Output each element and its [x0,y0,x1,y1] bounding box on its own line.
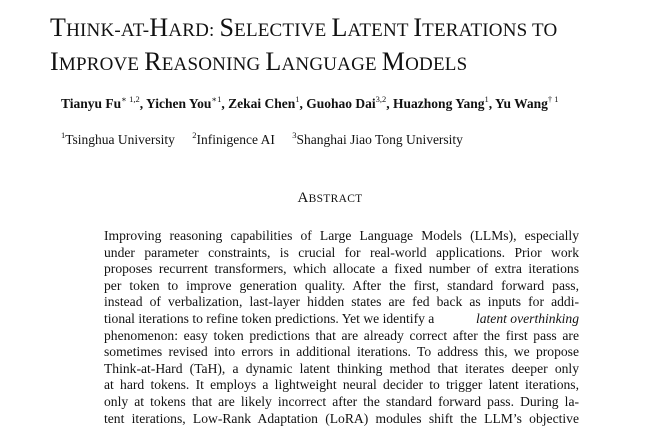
affiliation: $^2$Infinigence AI [192,130,275,147]
abstract-line: under parameter constraints, is crucial for real-world applications. Prior work [104,244,579,260]
abstract-line: tent iterations, Low-Rank Adaptation (LoRA) modules shift the LLM’s objective [104,410,579,426]
paper-title [50,12,650,80]
abstract-line: sometimes revised into errors in additional iterations. To address this, we propose [104,344,579,360]
title-line-2: IMPROVE REASONING LANGUAGE MODELS [50,47,468,76]
abstract-line: proposes recurrent transformers, which allocate a fixed number of extra iterations [104,261,579,277]
italic-phrase: latent overthinking [475,310,579,326]
author: Huazhong Yang$^1$, [393,94,495,111]
abstract-line: Improving reasoning capabilities of Large Language Models (LLMs), especially [104,228,579,243]
abstract-line: at hard tokens. It employs a lightweight neural decider to trigger latent iterations, [104,377,579,393]
abstract-line: per token to improve generation quality. After the first, standard forward pass, [104,277,579,293]
affiliation-list [61,132,656,148]
author: Zekai Chen$^1$, [228,94,307,111]
abstract-line: instead of verbalization, last-layer hidden states are fed back as inputs for addi- [104,294,579,310]
author: Tianyu $Fu^{∗ 1,2}$, [61,94,146,111]
abstract-text [104,228,579,427]
title-line-1: THINK-AT-HARD: SELECTIVE LATENT ITERATIONS TO [50,13,558,42]
abstract-heading: ABSTRACT [297,190,363,206]
author: Yu Wang$^{\dagger 1}$ [494,94,559,111]
author: Yichen You$^{∗1}$, [145,94,229,111]
affiliation: $^1$Tsinghua University [61,130,175,147]
author-list [61,96,656,112]
affiliation: $^3$Shanghai Jiao Tong University [292,130,463,147]
abstract-line: tional iterations to refine token predictions. Yet we identify a latent overthinking [104,310,579,326]
author: Guohao Dai$^{3,2}$, [306,94,394,111]
abstract-line: phenomenon: easy token predictions that are already correct after the first pass are [104,327,579,343]
abstract-line: only at tokens that are likely incorrect after the standard forward pass. During la- [104,393,579,409]
abstract-line: Think-at-Hard (TaH), a dynamic latent thinking method that iterates deeper only [104,360,579,376]
